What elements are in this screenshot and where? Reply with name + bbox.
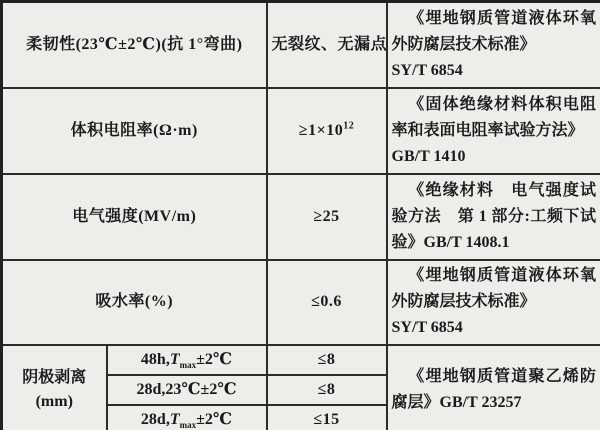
requirement-cell: ≤8 (267, 345, 387, 375)
standard-cell (387, 2, 600, 88)
requirement-cell: ≤15 (267, 405, 387, 430)
table-row (2, 2, 600, 88)
condition-text: 28d, (140, 410, 170, 428)
indicator-unit: (mm) (35, 392, 73, 410)
standard-code: GB/T 1408.1 (423, 233, 510, 251)
tmax-variable: T (169, 410, 180, 428)
requirement-exponent: 12 (343, 120, 355, 132)
condition-cell (107, 345, 267, 375)
standard-cell (387, 174, 600, 260)
standard-code: SY/T 6854 (391, 319, 463, 336)
standard-code: SY/T 6854 (391, 61, 463, 79)
standard-title: 《埋地钢质管道聚乙烯防腐层》 (391, 367, 596, 411)
indicator-cell: 吸水率(%) (2, 260, 267, 345)
standard-code: GB/T 23257 (439, 393, 522, 411)
indicator-cell (2, 345, 107, 430)
indicator-cell: 体积电阻率(Ω·m) (2, 88, 267, 174)
condition-text: 48h, (140, 350, 170, 368)
requirement-cell (267, 88, 387, 174)
standard-reference (392, 364, 597, 416)
condition-cell (107, 375, 267, 405)
tmax-subscript: max (179, 359, 197, 370)
standard-reference (392, 263, 597, 341)
standard-cell (387, 88, 600, 174)
table-row (2, 174, 600, 260)
standard-title: 《固体绝缘材料体积电阻率和表面电阻率试验方法》 (391, 95, 596, 139)
condition-text: 28d,23℃±2℃ (136, 380, 237, 398)
indicator-cell: 电气强度(MV/m) (2, 174, 267, 260)
requirement-value: ≥1×10 (298, 121, 344, 139)
condition-text: ±2℃ (196, 410, 233, 428)
requirement-cell: ≥25 (267, 174, 387, 260)
indicator-cell: 柔韧性(23℃±2℃)(抗 1°弯曲) (2, 2, 267, 88)
standard-reference (392, 92, 597, 170)
table-row (2, 88, 600, 174)
standard-title: 《绝缘材料 电气强度试验方法 第 1 部分:工频下试验》 (391, 181, 596, 251)
table-row (2, 260, 600, 345)
standard-cell (387, 260, 600, 345)
condition-cell (107, 405, 267, 430)
standard-code: GB/T 1410 (391, 147, 466, 165)
requirement-cell: 无裂纹、无漏点 (267, 2, 387, 88)
standard-title: 《埋地钢质管道液体环氧外防腐层技术标准》 (391, 9, 596, 53)
condition-text: ±2℃ (196, 350, 233, 368)
tmax-variable: T (169, 350, 180, 368)
standard-title: 《埋地钢质管道液体环氧外防腐层技术标准》 (391, 267, 596, 310)
indicator-name: 阴极剥离 (22, 368, 87, 386)
tmax-subscript: max (179, 419, 197, 430)
requirement-cell: ≤8 (267, 375, 387, 405)
standard-cell (387, 345, 600, 430)
standard-reference (392, 178, 597, 256)
table-row (2, 345, 600, 375)
requirement-cell: ≤0.6 (267, 260, 387, 345)
standard-reference (392, 6, 597, 84)
